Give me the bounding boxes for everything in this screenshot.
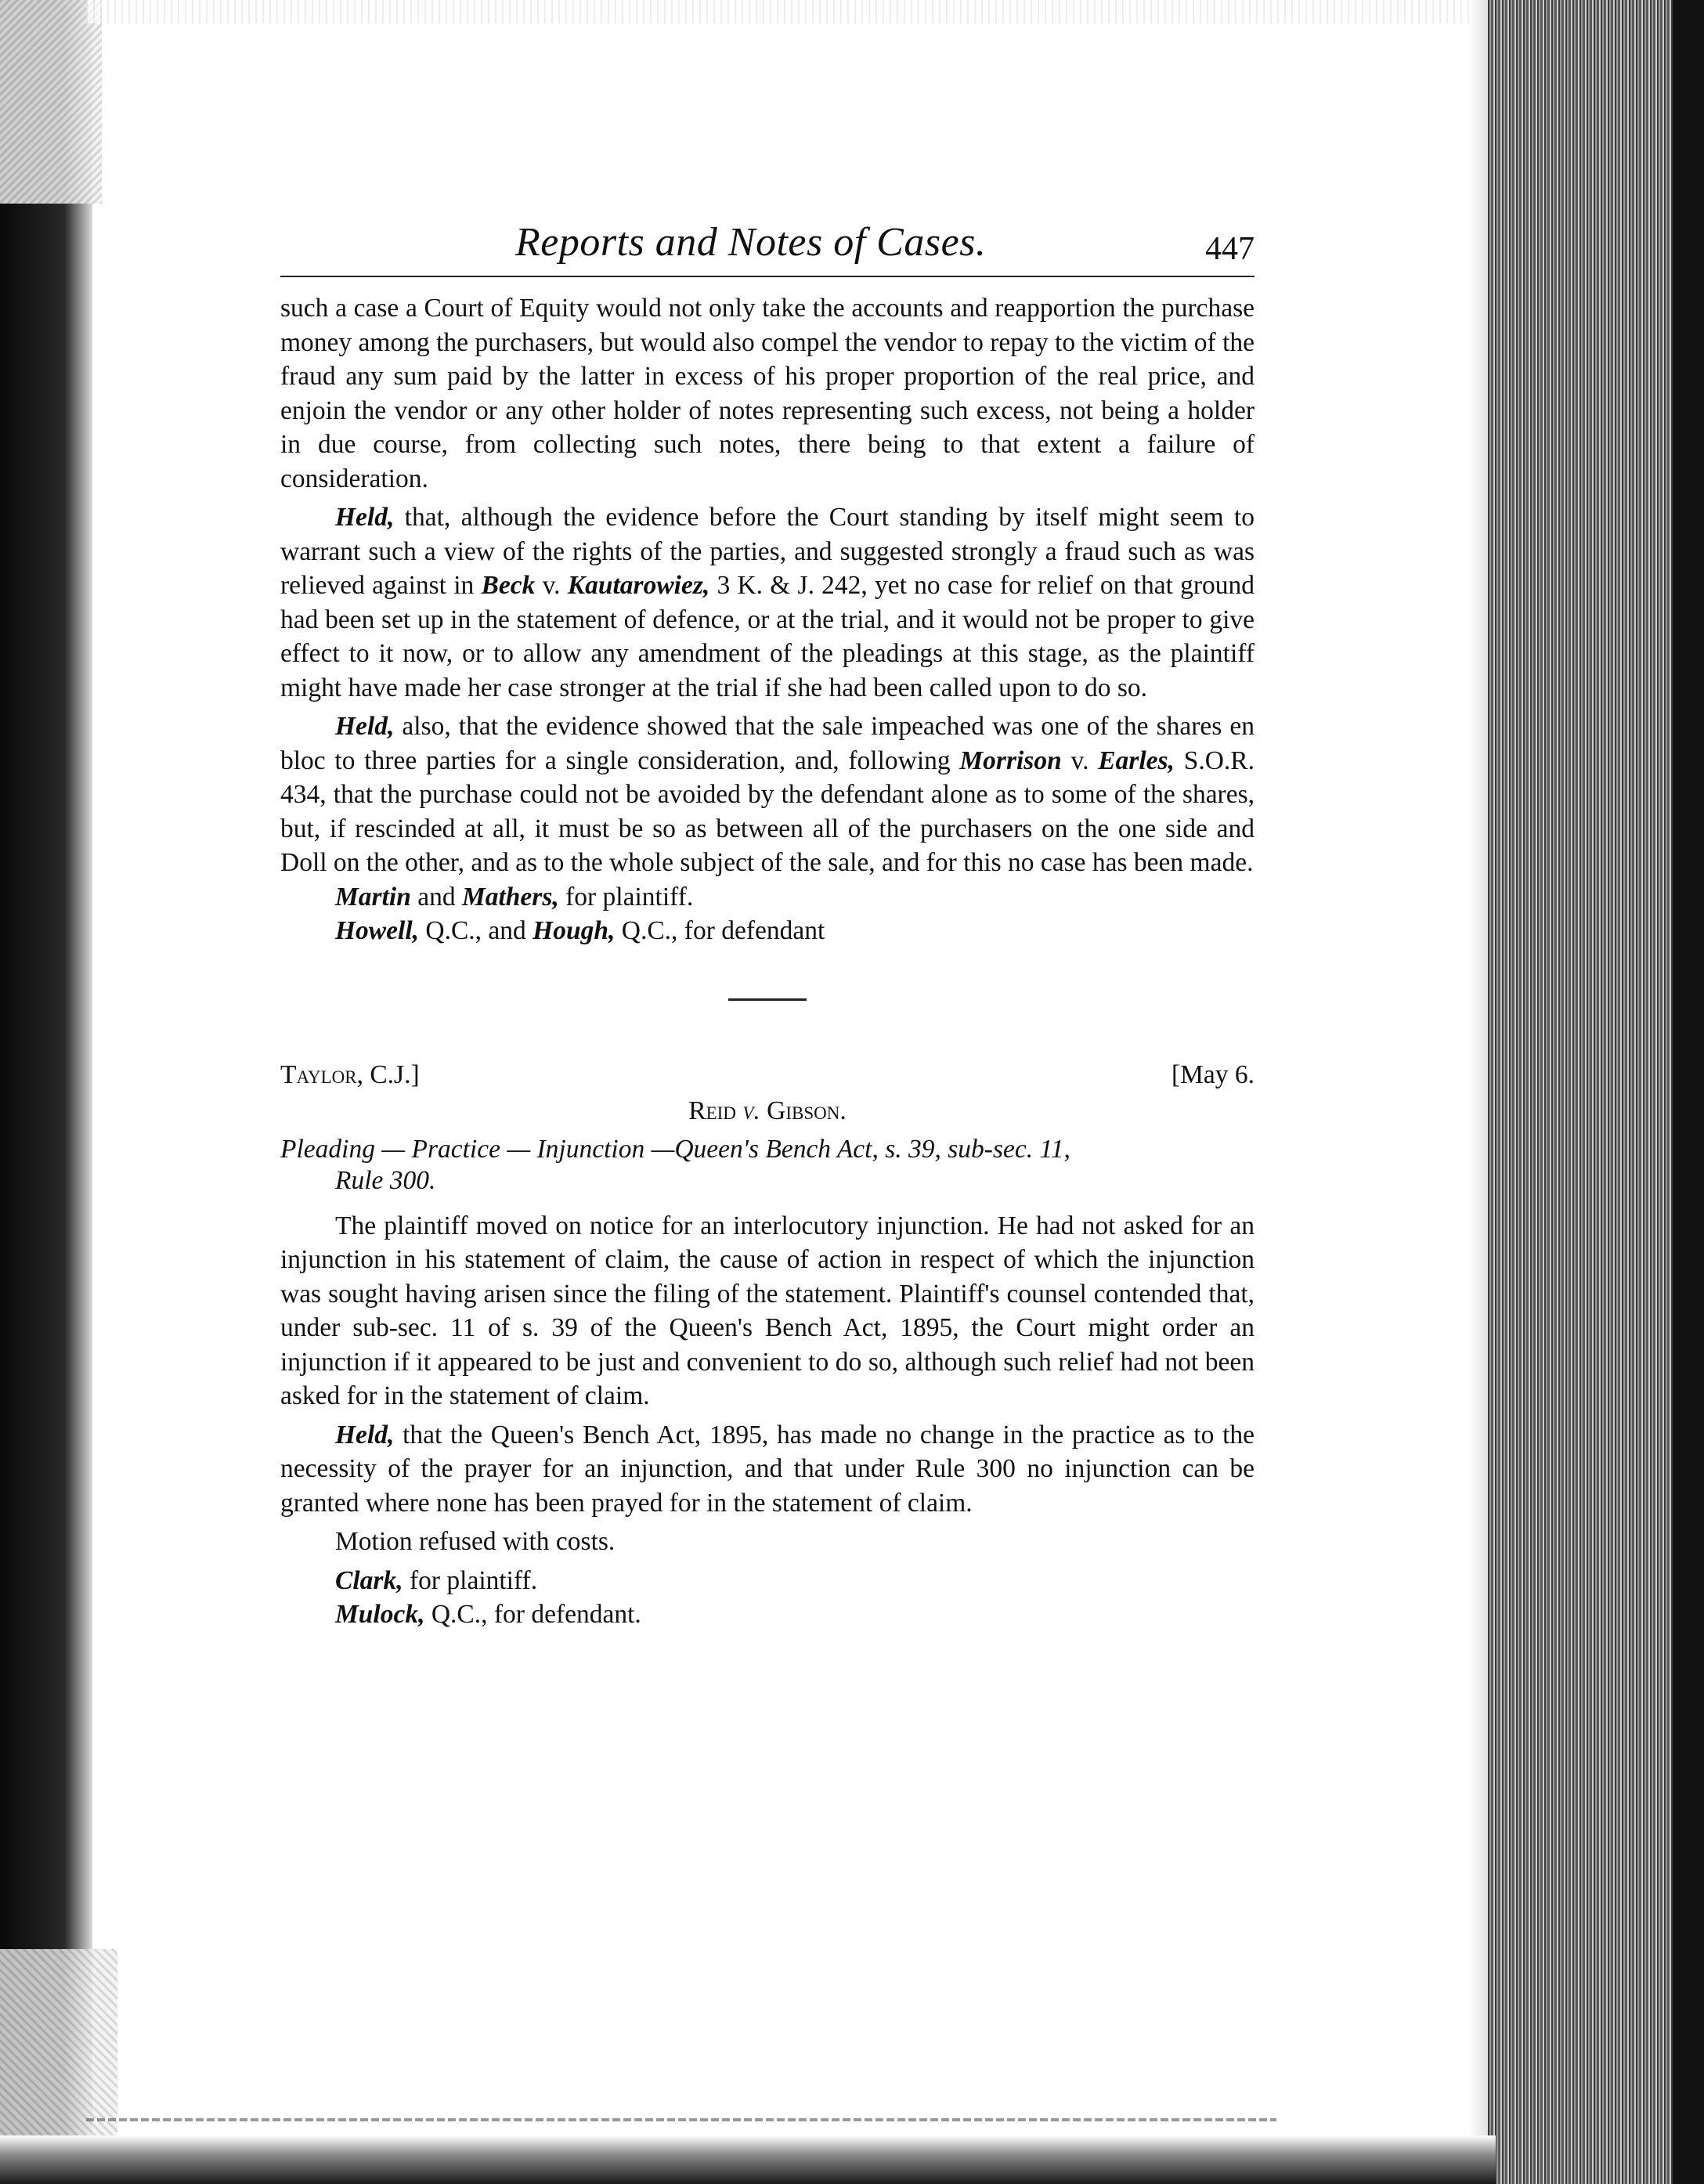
section-divider (728, 998, 807, 1001)
counsel-name: Mathers, (461, 882, 559, 912)
page-number: 447 (1205, 231, 1255, 267)
case-text (280, 1209, 1255, 1632)
held-label: Held, (335, 712, 395, 741)
case-header (280, 1060, 1255, 1095)
catchwords-line: Pleading — Practice — Injunction —Queen's Bench Act, s. 39, sub-sec. 11, (280, 1134, 1070, 1164)
versus: v. (742, 1096, 760, 1125)
counsel-text: and (410, 882, 462, 912)
prior-case-text (280, 291, 1255, 948)
counsel-text: for plaintiff. (558, 882, 694, 912)
held-paragraph-2 (280, 709, 1255, 880)
scan-noise-top (86, 0, 1496, 23)
party-defendant: Gibson. (760, 1096, 847, 1125)
held-text: that the Queen's Bench Act, 1895, has made no change in the practice as to the necessity of the prayer for an injunction, and that under Rule 300 no injunction can be granted where none has been prayed for in the statement of claim. (280, 1420, 1255, 1518)
counsel-name: Mulock, (335, 1600, 425, 1629)
case-citation-name: Earles, (1098, 745, 1175, 775)
case-citation-name: Morrison (959, 745, 1062, 775)
counsel-text: Q.C., for defendant. (424, 1600, 641, 1629)
counsel-line-defendant (280, 1597, 1255, 1632)
scan-left-border (0, 0, 92, 2184)
versus: v. (535, 571, 568, 600)
prior-case-paragraph: such a case a Court of Equity would not only take the accounts and reapportion the purchase money among the purchasers, but would also compel the vendor to repay to the victim of the fraud any sum paid by the latter in excess of his proper proportion of the real price, and enjoin the vendor or any other holder of notes representing such excess, not being a holder in due course, from collecting such notes, there being to that extent a failure of consideration. (280, 294, 1255, 493)
scan-right-shadow (1469, 0, 1488, 2184)
case-citation-name: Beck (481, 571, 536, 600)
result-line: Motion refused with costs. (335, 1527, 616, 1556)
held-label: Held, (335, 503, 395, 532)
held-text: also, that the evidence showed that the sale impeached was one of the shares en bloc to three parties for a single consideration, and, following (280, 712, 1255, 775)
counsel-name: Hough, (532, 916, 616, 945)
facts-paragraph: The plaintiff moved on notice for an interlocutory injunction. He had not asked for an injunction in his statement of claim, the cause of action in respect of which the injunction was sought having arisen since the filing of the statement. Plaintiff's counsel contended that, under sub-sec. 11 of s. 39 of the Queen's Bench Act, 1895, the Court might order an injunction if it appeared to be just and convenient to do so, although such relief had not been asked for in the statement of claim. (280, 1211, 1255, 1410)
counsel-line-plaintiff (280, 1564, 1255, 1598)
catchwords-line: Rule 300. (335, 1165, 436, 1195)
scan-right-dark-edge (1673, 0, 1704, 2184)
counsel-name: Clark, (335, 1565, 403, 1595)
versus: v. (1061, 745, 1099, 775)
held-text: S.O.R. 434, that the purchase could not be avoided by the defendant alone as to some of the shares, but, if rescinded at all, it must be so as between all of the purchasers on the one side and Doll on the other, and as to the whole subject of the sale, and for this no case has been made. (280, 745, 1255, 877)
case-date: [May 6. (1171, 1060, 1255, 1089)
scan-bottom-border (0, 2135, 1496, 2184)
held-label: Held, (335, 1420, 395, 1449)
running-head (280, 219, 1255, 277)
counsel-text: Q.C., and (419, 916, 533, 945)
scan-bottom-line (86, 2118, 1276, 2121)
held-paragraph (280, 1418, 1255, 1521)
case-citation-name: Kautarowiez, (567, 571, 710, 600)
scan-noise-top-left (0, 0, 102, 204)
judge: Taylor, C.J.] (280, 1060, 420, 1089)
held-text: 3 K. & J. 242, yet no case for relief on that ground had been set up in the statement of defence, or at the trial, and it would not be proper to give effect to it now, or to allow any amendment of the pleadings at this stage, as the plaintiff might have made her case stronger at the trial if she had been called upon to do so. (280, 571, 1255, 702)
counsel-name: Howell, (335, 916, 420, 945)
counsel-line-defendant (280, 914, 1255, 948)
party-plaintiff: Reid (688, 1096, 743, 1125)
running-title: Reports and Notes of Cases. (515, 220, 987, 265)
held-paragraph-1 (280, 500, 1255, 705)
scan-right-border (1488, 0, 1704, 2184)
page (280, 219, 1255, 1632)
case-name (280, 1096, 1255, 1126)
catchwords (280, 1134, 1255, 1197)
counsel-text: for plaintiff. (403, 1565, 538, 1595)
counsel-text: Q.C., for defendant (615, 916, 825, 945)
counsel-name: Martin (335, 882, 411, 912)
counsel-line-plaintiff (280, 880, 1255, 915)
held-text: that, although the evidence before the Court standing by itself might seem to warrant such a view of the rights of the parties, and suggested strongly a fraud such as was relieved against in (280, 503, 1255, 600)
